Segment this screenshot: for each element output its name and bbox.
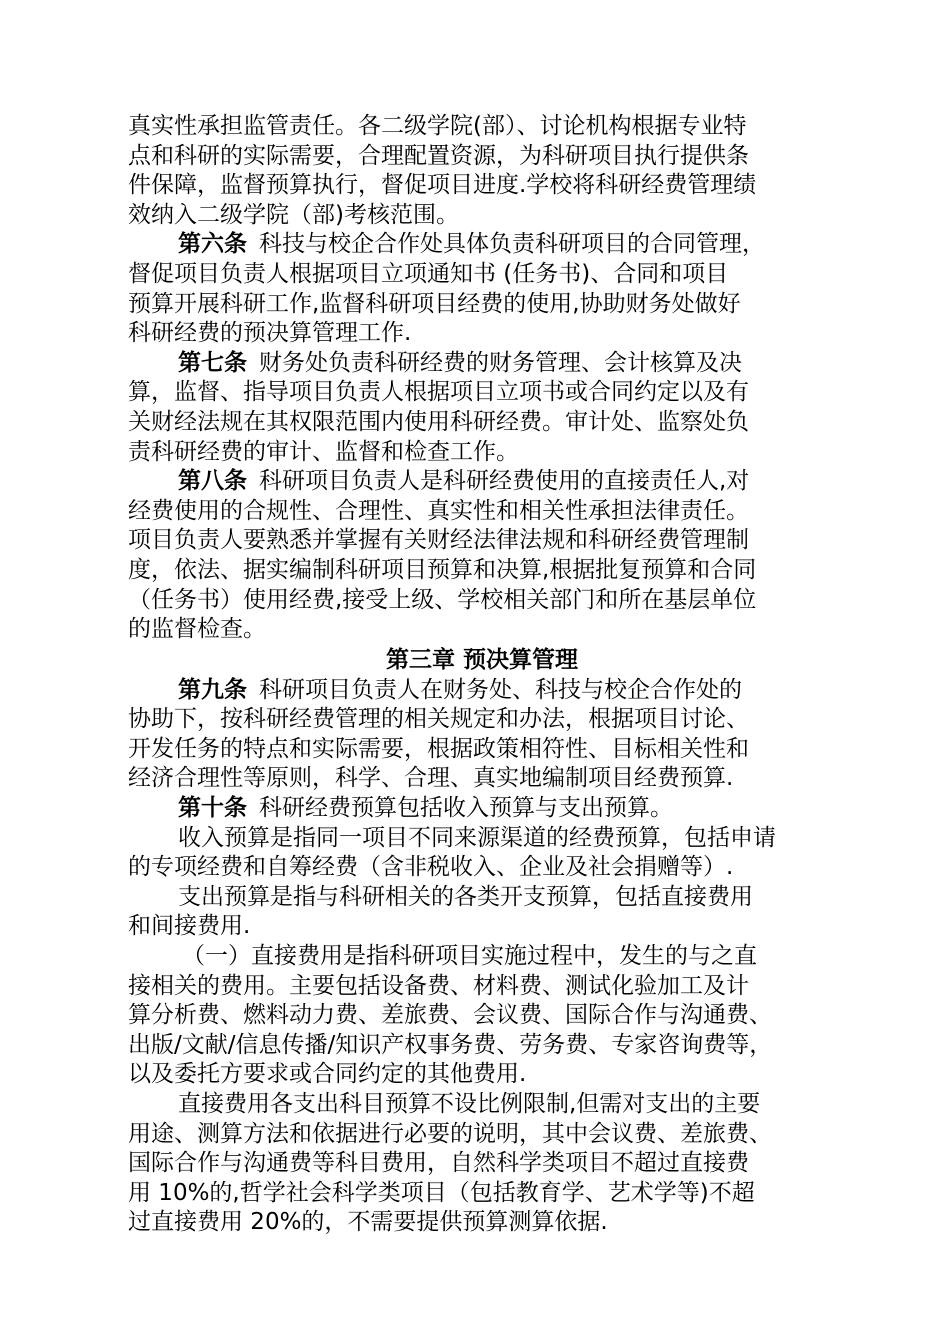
text-line: 科研项目负责人是科研经费使用的直接责任人,对 [259, 468, 750, 495]
text-line: 真实性承担监管责任。各二级学院(部）、讨论机构根据专业特 [128, 113, 747, 139]
article-number: 第八条 [178, 468, 247, 495]
text-line: 度，依法、据实编制科研项目预算和决算,根据批复预算和合同 [128, 556, 757, 583]
text-line: 预算开展科研工作,监督科研项目经费的使用,协助财务处做好 [128, 290, 741, 317]
text-line: 科研项目负责人在财务处、科技与校企合作处的 [259, 676, 742, 703]
article-9 [128, 676, 836, 794]
text-line: 过直接费用 20%的，不需要提供预算测算依据. [128, 1209, 608, 1236]
text-line: 科研经费预算包括收入预算与支出预算。 [259, 795, 673, 822]
text-line: 算，监督、指导项目负责人根据项目立项书或合同约定以及有 [128, 379, 749, 406]
text-line: 财务处负责科研经费的财务管理、会计核算及决 [259, 349, 742, 376]
text-line: 支出预算是指与科研相关的各类开支预算，包括直接费用 [178, 883, 753, 910]
text-line: 科研经费的预决算管理工作. [128, 320, 412, 347]
text-line: 责科研经费的审计、监督和检查工作。 [128, 438, 519, 465]
text-line: 用途、测算方法和依据进行必要的说明，其中会议费、差旅费、 [128, 1120, 772, 1147]
article-number: 第九条 [178, 676, 247, 703]
chapter-heading: 第三章 预决算管理 [385, 646, 578, 673]
text-line: 出版/文献/信息传播/知识产权事务费、劳务费、专家咨询费等， [128, 1031, 773, 1058]
article-8 [128, 467, 836, 645]
article-number: 第六条 [178, 231, 247, 258]
article-6 [128, 230, 836, 348]
article-10 [128, 794, 836, 824]
text-line: （任务书）使用经费,接受上级、学校相关部门和所在基层单位 [128, 586, 757, 613]
text-line: 和间接费用. [128, 913, 251, 940]
article-number: 第七条 [178, 349, 247, 376]
text-line: 直接费用各支出科目预算不设比例限制,但需对支出的主要 [178, 1091, 761, 1117]
text-line: 经费使用的合规性、合理性、真实性和相关性承担法律责任。 [128, 497, 749, 524]
text-line: 点和科研的实际需要，合理配置资源，为科研项目执行提供条 [128, 142, 749, 169]
article-number: 第十条 [178, 795, 247, 822]
text-line: 接相关的费用。主要包括设备费、材料费、测试化验加工及计 [128, 972, 749, 999]
text-line: 收入预算是指同一项目不同来源渠道的经费预算，包括申请 [178, 824, 776, 851]
text-line: 开发任务的特点和实际需要，根据政策相符性、目标相关性和 [128, 735, 749, 762]
text-line: 算分析费、燃料动力费、差旅费、会议费、国际合作与沟通费、 [128, 1002, 772, 1029]
text-line: （一）直接费用是指科研项目实施过程中，发生的与之直 [182, 943, 757, 970]
text-line: 协助下，按科研经费管理的相关规定和办法，根据项目讨论、 [128, 706, 749, 733]
text-line: 国际合作与沟通费等科目费用，自然科学类项目不超过直接费 [128, 1150, 749, 1177]
paragraph-direct-cost-limits [128, 1090, 836, 1238]
text-line: 件保障，监督预算执行，督促项目进度.学校将科研经费管理绩 [128, 172, 757, 199]
article-7 [128, 349, 836, 467]
text-line: 用 10%的,哲学社会科学类项目（包括教育学、艺术学等)不超 [128, 1179, 755, 1206]
text-line: 的监督检查。 [128, 616, 266, 643]
document-page [128, 112, 836, 1238]
text-line: 项目负责人要熟悉并掌握有关财经法律法规和科研经费管理制 [128, 527, 749, 554]
paragraph-income-budget [128, 824, 836, 883]
paragraph-intro [128, 112, 836, 230]
paragraph-direct-cost [128, 942, 836, 1090]
text-line: 效纳入二级学院（部)考核范围。 [128, 201, 459, 228]
text-line: 以及委托方要求或合同约定的其他费用. [128, 1061, 527, 1088]
text-line: 经济合理性等原则，科学、合理、真实地编制项目经费预算. [128, 765, 734, 792]
text-line: 科技与校企合作处具体负责科研项目的合同管理， [259, 231, 765, 258]
paragraph-expense-budget [128, 883, 836, 942]
text-line: 的专项经费和自筹经费（含非税收入、企业及社会捐赠等）. [128, 854, 734, 881]
text-line: 督促项目负责人根据项目立项通知书 (任务书)、合同和项目 [128, 260, 729, 287]
text-line: 关财经法规在其权限范围内使用科研经费。审计处、监察处负 [128, 408, 749, 435]
